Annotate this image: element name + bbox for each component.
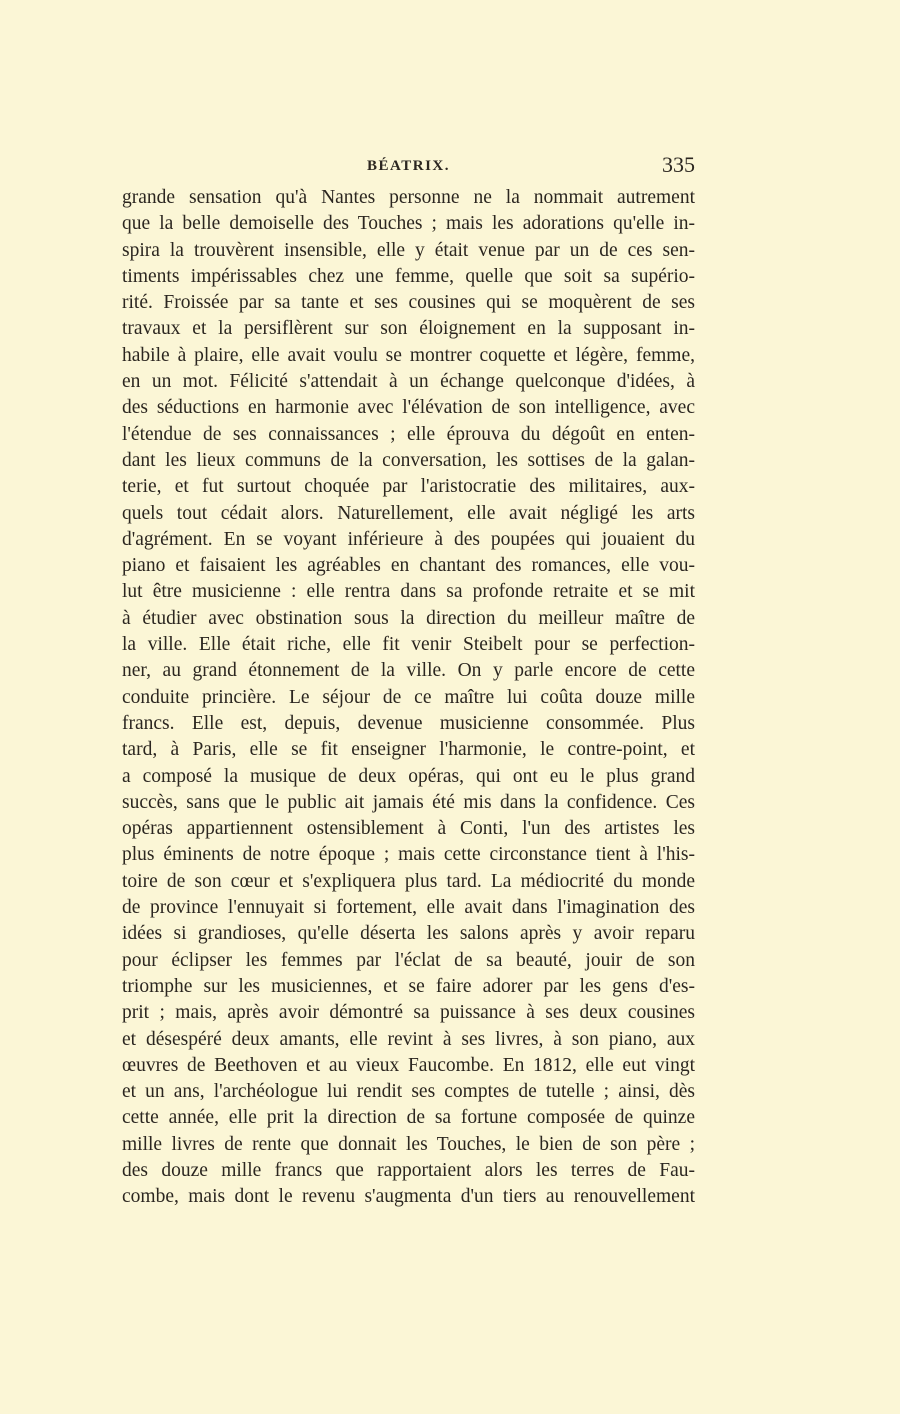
- text-line: piano et faisaient les agréables en chantant des romances, elle vou-: [122, 555, 695, 577]
- text-line: pour éclipser les femmes par l'éclat de sa beauté, jouir de son: [122, 949, 695, 971]
- text-line: mille livres de rente que donnait les Touches, le bien de son père ;: [122, 1133, 695, 1155]
- text-line: quels tout cédait alors. Naturellement, elle avait négligé les arts: [122, 502, 695, 524]
- page-header: [122, 154, 695, 182]
- text-line: de province l'ennuyait si fortement, elle avait dans l'imagination des: [122, 897, 695, 919]
- text-line: travaux et la persiflèrent sur son éloignement en la supposant in-: [122, 318, 695, 340]
- text-line: dant les lieux communs de la conversation, les sottises de la galan-: [122, 449, 695, 471]
- text-line: conduite princière. Le séjour de ce maître lui coûta douze mille: [122, 686, 695, 708]
- text-line: prit ; mais, après avoir démontré sa puissance à ses deux cousines: [122, 1002, 695, 1024]
- body-text: [122, 185, 695, 1211]
- text-line: et désespéré deux amants, elle revint à ses livres, à son piano, aux: [122, 1028, 695, 1050]
- text-line: francs. Elle est, depuis, devenue musicienne consommée. Plus: [122, 712, 695, 734]
- running-title: BÉATRIX.: [367, 158, 450, 174]
- text-line: opéras appartiennent ostensiblement à Conti, l'un des artistes les: [122, 818, 695, 840]
- text-line: ner, au grand étonnement de la ville. On y parle encore de cette: [122, 660, 695, 682]
- text-line: terie, et fut surtout choquée par l'aristocratie des militaires, aux-: [122, 476, 695, 498]
- text-line: succès, sans que le public ait jamais été mis dans la confidence. Ces: [122, 791, 695, 813]
- text-line: d'agrément. En se voyant inférieure à des poupées qui jouaient du: [122, 528, 695, 550]
- text-line: l'étendue de ses connaissances ; elle éprouva du dégoût en enten-: [122, 423, 695, 445]
- text-line: toire de son cœur et s'expliquera plus tard. La médiocrité du monde: [122, 870, 695, 892]
- text-line: et un ans, l'archéologue lui rendit ses comptes de tutelle ; ainsi, dès: [122, 1081, 695, 1103]
- text-line: plus éminents de notre époque ; mais cette circonstance tient à l'his-: [122, 844, 695, 866]
- text-line: grande sensation qu'à Nantes personne ne la nommait autrement: [122, 187, 695, 208]
- text-line: spira la trouvèrent insensible, elle y était venue par un de ces sen-: [122, 239, 695, 261]
- page-number: 335: [662, 152, 695, 177]
- text-line: combe, mais dont le revenu s'augmenta d'un tiers au renouvellement: [122, 1186, 695, 1208]
- text-line: des douze mille francs que rapportaient alors les terres de Fau-: [122, 1159, 695, 1181]
- text-line: cette année, elle prit la direction de sa fortune composée de quinze: [122, 1107, 695, 1129]
- text-line: tard, à Paris, elle se fit enseigner l'harmonie, le contre-point, et: [122, 739, 695, 761]
- text-line: lut être musicienne : elle rentra dans sa profonde retraite et se mit: [122, 581, 695, 603]
- text-line: en un mot. Félicité s'attendait à un échange quelconque d'idées, à: [122, 371, 695, 393]
- text-line: habile à plaire, elle avait voulu se montrer coquette et légère, femme,: [122, 344, 695, 366]
- text-line: œuvres de Beethoven et au vieux Faucombe. En 1812, elle eut vingt: [122, 1054, 695, 1076]
- text-line: rité. Froissée par sa tante et ses cousines qui se moquèrent de ses: [122, 292, 695, 314]
- text-line: a composé la musique de deux opéras, qui ont eu le plus grand: [122, 765, 695, 787]
- text-line: des séductions en harmonie avec l'élévation de son intelligence, avec: [122, 397, 695, 419]
- text-line: que la belle demoiselle des Touches ; mais les adorations qu'elle in-: [122, 213, 695, 235]
- text-line: triomphe sur les musiciennes, et se faire adorer par les gens d'es-: [122, 975, 695, 997]
- text-line: à étudier avec obstination sous la direction du meilleur maître de: [122, 607, 695, 629]
- text-line: la ville. Elle était riche, elle fit venir Steibelt pour se perfection-: [122, 634, 695, 656]
- text-line: idées si grandioses, qu'elle déserta les salons après y avoir reparu: [122, 923, 695, 945]
- text-line: timents impérissables chez une femme, quelle que soit sa supério-: [122, 265, 695, 287]
